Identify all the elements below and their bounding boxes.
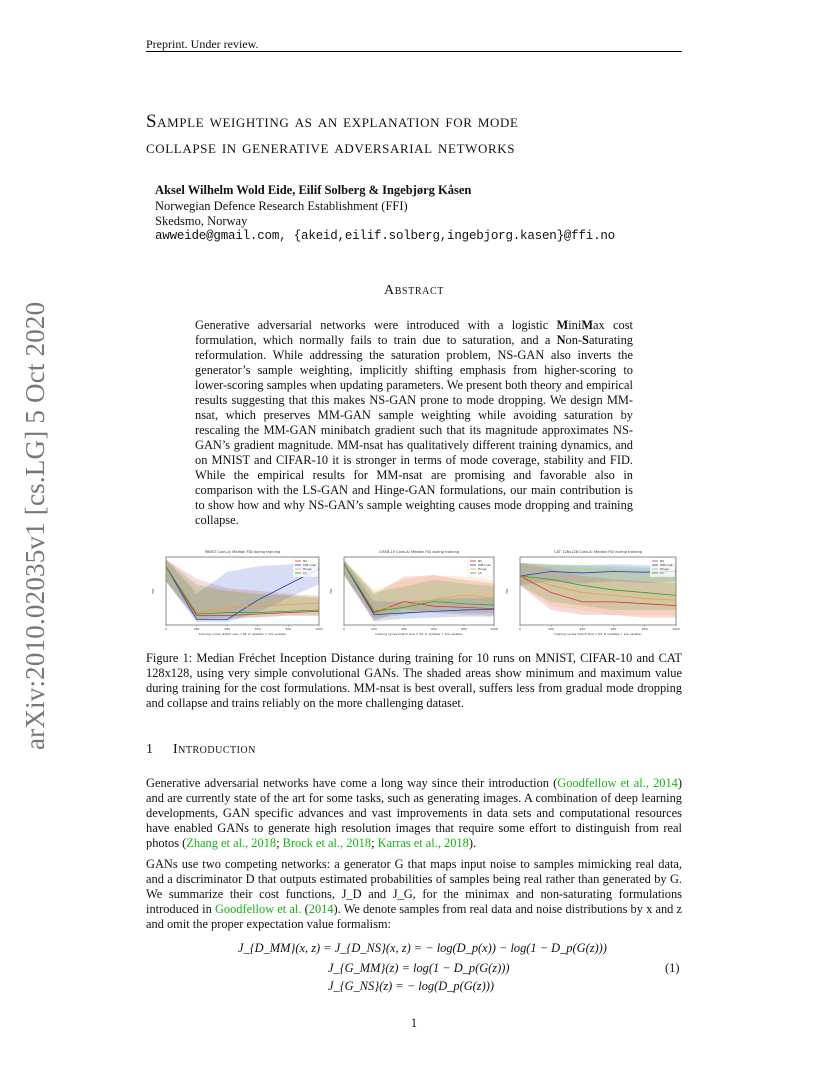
- author-emails[interactable]: awweide@gmail.com, {akeid,eilif.solberg,ingebjorg.kasen}@ffi.no: [155, 229, 615, 243]
- paper-title-line-1: Sample weighting as an explanation for mode: [146, 111, 519, 132]
- legend-label: LS: [660, 571, 664, 576]
- x-tick-label: 200: [193, 627, 200, 631]
- abstract-body: Generative adversarial networks were introduced with a logistic MiniMax cost formulation, which normally fails to train due to saturation, and a Non-Saturating reformulation. While addressing the saturation problem, NS-GAN also inverts the generator’s sample weighting, implicitly shifting emphasis from higher-scoring to lower-scoring samples when updating parameters. We present both theory and empirical results suggesting that this makes NS-GAN prone to mode dropping. We design MM-nsat, which preserves MM-GAN sample weighting while avoiding saturation by rescaling the MM-GAN minibatch gradient such that its magnitude approximates NS-GAN’s gradient magnitude. MM-nsat has qualitatively different training dynamics, and on MNIST and CIFAR-10 it is stronger in terms of mode coverage, stability and FID. While the empirical results for MM-nsat are promising and favorable also in comparison with the LS-GAN and Hinge-GAN formulations, our main contribution is to show how and why NS-GAN’s sample weighting causes mode dropping and training collapse.: [195, 318, 633, 527]
- running-head: Preprint. Under review.: [146, 37, 259, 51]
- legend-label: MM-nsat: [478, 563, 491, 568]
- author-names: Aksel Wilhelm Wold Eide, Eilif Solberg & Ingebjørg Kåsen: [155, 183, 472, 197]
- intro-paragraph-2: GANs use two competing networks: a generator G that maps input noise to samples mimicking real data, and a discriminator D that outputs estimated probabilities of samples being real rather than generated by G. We summarize their cost functions, J_D and J_G, for the minimax and non-saturating formulations introduced in Goodfellow et al. (2014). We denote samples from real data and noise distributions by x and z and omit the proper expectation value formalism:: [146, 857, 683, 931]
- legend-label: NS: [478, 559, 483, 564]
- equation-number: (1): [665, 961, 680, 975]
- author-location: Skedsmo, Norway: [155, 214, 248, 228]
- legend-label: NS: [303, 559, 308, 564]
- chart-xlabel: training cycles (batch size = 64, D updates = 1/G update): [375, 632, 463, 636]
- equation-line-2: J_{G_MM}(z) = log(1 − D_p(G(z))): [328, 961, 510, 975]
- x-tick-label: 600: [431, 627, 437, 631]
- header-rule: [146, 51, 682, 52]
- x-tick-label: 600: [254, 627, 261, 631]
- x-tick-label: 0: [165, 627, 167, 631]
- citation-link[interactable]: Karras et al., 2018: [377, 836, 469, 850]
- x-tick-label: 200: [548, 627, 555, 631]
- equation-line-1: J_{D_MM}(x, z) = J_{D_NS}(x, z) = − log(D_p(x)) − log(1 − D_p(G(z))): [238, 941, 607, 955]
- chart-xlabel: training cycles (batch size = 64, D updates = 1/G update): [554, 632, 642, 636]
- figure-cifar-chart: [328, 547, 500, 637]
- section-title: Introduction: [173, 742, 256, 757]
- x-tick-label: 200: [371, 627, 377, 631]
- legend-label: NS: [660, 559, 665, 564]
- chart-title: CAT 128x128 Conv-A: Median FID during training: [554, 550, 642, 554]
- abstract-heading: Abstract: [384, 283, 444, 298]
- citation-link[interactable]: Zhang et al., 2018: [186, 836, 277, 850]
- x-tick-label: 800: [461, 627, 467, 631]
- x-tick-label: 400: [401, 627, 407, 631]
- citation-link[interactable]: Goodfellow et al., 2014: [557, 776, 678, 790]
- citation-link[interactable]: Goodfellow et al.: [214, 902, 302, 916]
- legend-label: Hinge: [478, 567, 487, 572]
- equation-line-3: J_{G_NS}(z) = − log(D_p(G(z))): [328, 979, 494, 993]
- x-tick-label: 600: [610, 627, 617, 631]
- citation-link[interactable]: 2014: [308, 902, 334, 916]
- citation-link[interactable]: Brock et al., 2018: [282, 836, 372, 850]
- chart-ylabel: FID: [505, 588, 509, 594]
- legend-label: MM-nsat: [303, 563, 316, 568]
- x-tick-label: 800: [641, 627, 648, 631]
- x-tick-label: 400: [579, 627, 586, 631]
- cat-fid-chart: [504, 547, 682, 637]
- chart-ylabel: FID: [151, 588, 155, 594]
- author-affiliation: Norwegian Defence Research Establishment (FFI): [155, 199, 408, 213]
- chart-xlabel: training cycles (batch size = 64, D updates = 1/G update): [198, 632, 287, 636]
- x-tick-label: 1000: [490, 627, 498, 631]
- arxiv-stamp[interactable]: arXiv:2010.02035v1 [cs.LG] 5 Oct 2020: [20, 301, 50, 750]
- legend-label: LS: [303, 571, 307, 576]
- figure-caption: Figure 1: Median Fréchet Inception Distance during training for 10 runs on MNIST, CIFAR-10 and CAT 128x128, using very simple convolutional GANs. The shaded areas show minimum and maximum value during training for the cost formulations. MM-nsat is best overall, suffers less from gradual mode dropping and collapse and trains reliably on the more challenging dataset.: [146, 651, 682, 710]
- paper-title-line-2: collapse in generative adversarial networks: [146, 137, 516, 158]
- figure-cat-chart: [504, 547, 682, 637]
- x-tick-label: 0: [343, 627, 345, 631]
- chart-title: CIFAR-10 Conv-A: Median FID during training: [378, 550, 460, 554]
- chart-ylabel: FID: [329, 588, 333, 594]
- x-tick-label: 400: [224, 627, 231, 631]
- legend-label: Hinge: [303, 567, 312, 572]
- x-tick-label: 1000: [315, 627, 323, 631]
- cifar-fid-chart: [328, 547, 500, 637]
- x-tick-label: 0: [519, 627, 521, 631]
- intro-paragraph-1: Generative adversarial networks have come a long way since their introduction (Goodfellow et al., 2014) and are currently state of the art for some tasks, such as generating images. A combination of deep learning developments, GAN specific advances and vast improvements in data sets and computational resources have enabled GANs to generate high resolution images that require some effort to distinguish from real photos (Zhang et al., 2018; Brock et al., 2018; Karras et al., 2018).: [146, 776, 683, 850]
- legend-label: MM-nsat: [660, 563, 673, 568]
- legend-label: LS: [478, 571, 482, 576]
- legend-label: Hinge: [660, 567, 669, 572]
- x-tick-label: 800: [285, 627, 292, 631]
- mnist-fid-chart: [150, 547, 325, 637]
- figure-mnist-chart: [150, 547, 325, 637]
- page-number: 1: [410, 1016, 418, 1030]
- chart-title: MNIST Conv-A: Median FID during training: [204, 550, 281, 554]
- x-tick-label: 1000: [672, 627, 680, 631]
- section-number: 1: [146, 742, 153, 757]
